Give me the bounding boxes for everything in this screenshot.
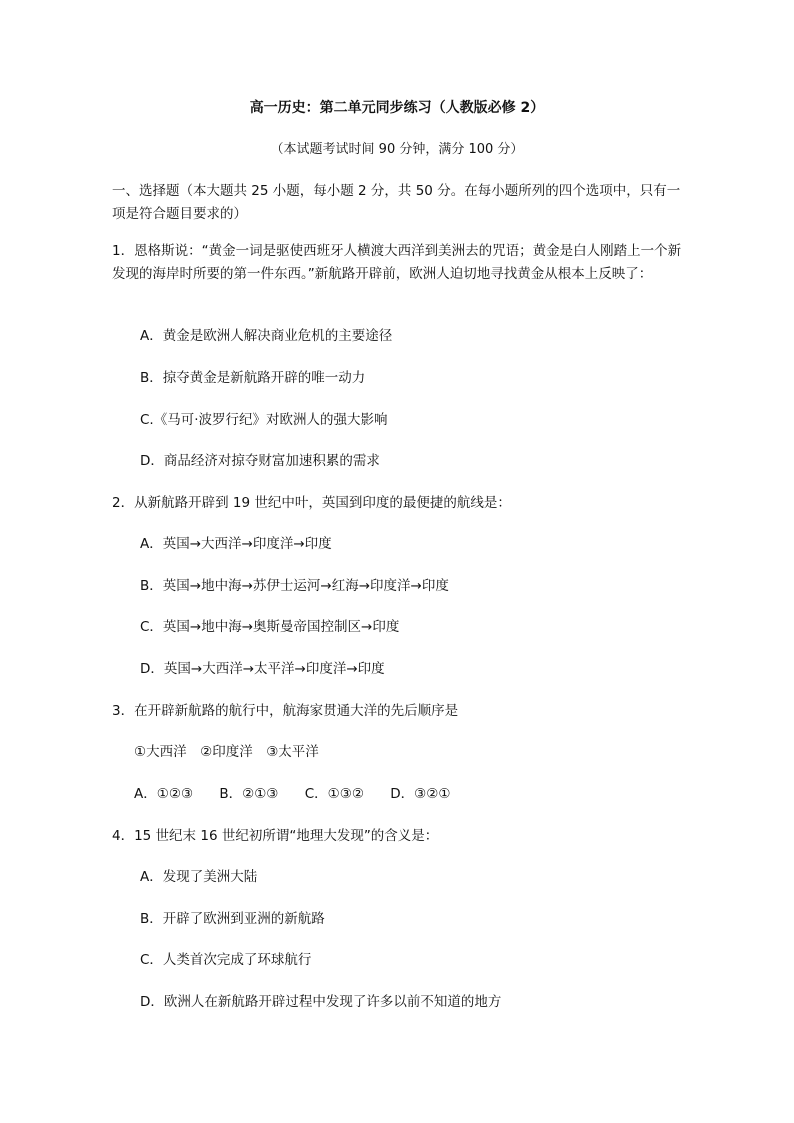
question-3-option-c: C．①③②: [304, 786, 364, 802]
question-3-option-a: A．①②③: [134, 786, 194, 802]
question-1-stem: 1．恩格斯说：“黄金一词是驱使西班牙人横渡大西洋到美洲去的咒语；黄金是白人刚踏上一个新发现的海岸时所要的第一件东西。”新航路开辟前，欧洲人迫切地寻找黄金从根本上反映了：: [112, 243, 682, 282]
question-1-option-d: D．商品经济对掠夺财富加速积累的需求: [140, 453, 380, 469]
question-4-option-a: A．发现了美洲大陆: [140, 869, 258, 885]
question-3-stem: 3．在开辟新航路的航行中，航海家贯通大洋的先后顺序是: [112, 703, 459, 719]
question-2-option-b: B．英国→地中海→苏伊士运河→红海→印度洋→印度: [140, 578, 449, 594]
question-3-option-b: B．②①③: [219, 786, 279, 802]
question-1-option-c: C.《马可·波罗行纪》对欧洲人的强大影响: [140, 412, 388, 428]
document-subtitle: （本试题考试时间 90 分钟，满分 100 分）: [270, 142, 524, 157]
question-4-option-c: C．人类首次完成了环球航行: [140, 952, 312, 968]
document-title: 高一历史：第二单元同步练习（人教版必修 2）: [249, 100, 545, 116]
question-2-option-d: D．英国→大西洋→太平洋→印度洋→印度: [140, 661, 385, 677]
question-2-option-a: A．英国→大西洋→印度洋→印度: [140, 536, 332, 552]
question-3-options: [134, 784, 472, 804]
section-instructions: 一、选择题（本大题共 25 小题，每小题 2 分，共 50 分。在每小题所列的四个选项中，只有一项是符合题目要求的）: [112, 183, 681, 222]
question-4-option-b: B．开辟了欧洲到亚洲的新航路: [140, 911, 325, 927]
question-2-option-c: C．英国→地中海→奥斯曼帝国控制区→印度: [140, 619, 400, 635]
question-1-option-b: B．掠夺黄金是新航路开辟的唯一动力: [140, 370, 366, 386]
question-4-stem: 4．15 世纪末 16 世纪初所谓“地理大发现”的含义是：: [112, 828, 439, 844]
question-3-option-d: D．③②①: [390, 786, 451, 802]
question-3-items: ①大西洋 ②印度洋 ③太平洋: [134, 744, 319, 760]
question-1-option-a: A．黄金是欧洲人解决商业危机的主要途径: [140, 328, 393, 344]
question-4-option-d: D．欧洲人在新航路开辟过程中发现了许多以前不知道的地方: [140, 994, 502, 1010]
question-2-stem: 2．从新航路开辟到 19 世纪中叶，英国到印度的最便捷的航线是：: [112, 495, 511, 511]
